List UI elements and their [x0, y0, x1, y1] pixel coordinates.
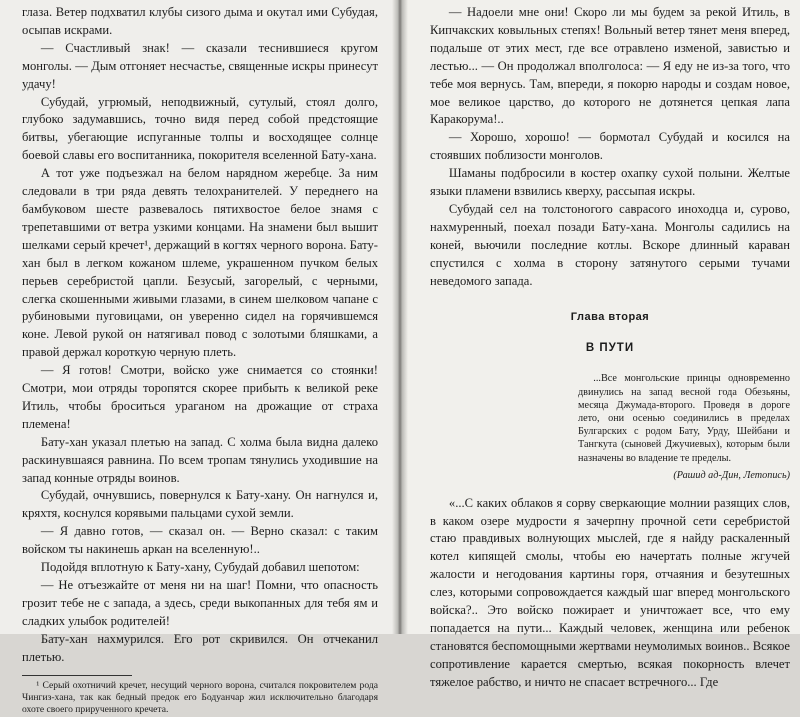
left-paragraph-10: — Не отъезжайте от меня ни на шаг! Помни, что опасность грозит тебе не с запада, а здесь, среди выкопанных для тебя ям и сладких улыбок родителей! [22, 578, 378, 628]
epigraph: ...Все монгольские принцы одновременно двинулись на запад весной года Обезьяны, месяца Джумада-второго. Проведя в дороге лето, они осенью соединились в пределах Булгарских с родом Бату, Урду, Шейбани и Тангкута (сыновей Джучиевых), которым были назначены во владение те пределы. [578, 373, 790, 464]
right-page [408, 0, 800, 689]
footnote: ¹ Серый охотничий кречет, несущий черного ворона, считался покровителем рода Чингиз-хана, так как бедный предок его Бодуанчар жил исключительно благодаря охоте своего прирученного кречета. [22, 679, 378, 716]
chapter-opening-paragraph: «...С каких облаков я сорву сверкающие молнии разящих слов, в каком озере мудрости я зачерпну прочной сети серебристой стаю правдивых волнующих мыслей, где я найду раскаленный котел кипящей смолы, чтобы ею начертать полные жгучей жалости и негодования картины горя, отчаяния и безутешных слез, которыми сопровождается каждый шаг вперед монгольского войска?.. Это войско пожирает и уничтожает все, что ему попадается на пути... Каждый человек, женщина или ребенок становятся беспомощными жертвами неумолимых воинов.. Всякое сопротивление карается смертью, всякая покорность влечет тяжелое рабство, и ничто не спасает встречного... Где [430, 495, 790, 689]
right-paragraph-1: — Надоели мне они! Скоро ли мы будем за рекой Итиль, в Кипчакских ковыльных степях! Вольный ветер тянет меня вперед, подальше от этих мест, где все отравлено изменой, завистью и лестью... — Он продолжал вполголоса: — Я еду не из-за того, что тебе моя вернусь. Там, впереди, я покорю народы и создам новое, мое великое царство, до которого не дотянется цепкая лапа Каракорума!.. [430, 5, 790, 127]
chapter-title: Глава вторая [570, 310, 650, 323]
right-paragraph-3: Шаманы подбросили в костер охапку сухой полыни. Желтые языки пламени взвились кверху, рассыпая искры. [430, 166, 790, 199]
left-paragraph-9: Подойдя вплотную к Бату-хану, Субудай добавил шепотом: [40, 560, 360, 575]
epigraph-source: (Рашид ад-Дин, Летопись) [673, 469, 790, 481]
left-paragraph-4: А тот уже подъезжал на белом нарядном жеребце. За ним следовали в три ряда девять телохранителей. У переднего на бамбуковом шесте развевалось пятихвостое белое знамя с трепетавшими от ветра узкими концами. На знамени был вышит шелками серый кречет¹, держащий в когтях черного ворона. Бату-хан был в легком кожаном шлеме, украшенном пучком белых перьев серебристой цапли. Безусый, загорелый, с черными, слегка скошенными живыми глазами, в синем шелковом чапане с рубиновыми пуговицами, он уверенно сидел на горячившемся коне. Левой рукой он натягивал повод с золотыми бляшками, а правой держал короткую черную плеть. [22, 166, 378, 360]
left-paragraph-1: глаза. Ветер подхватил клубы сизого дыма и окутал ими Субудая, осыпав искрами. [22, 5, 378, 37]
left-paragraph-5: — Я готов! Смотри, войско уже снимается со стоянки! Смотри, мои отряды торопятся скорее прибыть к великой реке Итиль, чтобы броситься ураганом на дрожащие от страха племена! [22, 363, 378, 431]
right-paragraph-2: — Хорошо, хорошо! — бормотал Субудай и косился на стоявших поблизости монголов. [430, 130, 790, 163]
left-page [0, 0, 392, 716]
left-paragraph-11: Бату-хан нахмурился. Его рот скривился. Он отчеканил плетью. [22, 631, 378, 664]
left-paragraph-3: Субудай, угрюмый, неподвижный, сутулый, стоял долго, глубоко задумавшись, точно видя перед собой предстоящие битвы, убегающие испуганные толпы и восходящее солнце боевой славы его воспитанника, покорителя вселенной Бату-хана. [22, 94, 378, 163]
chapter-subtitle: В ПУТИ [585, 342, 635, 355]
left-paragraph-6: Бату-хан указал плетью на запад. С холма была видна далеко раскинувшаяся равнина. По всем тропам тянулись уходившие на запад конные отряды воинов. [22, 434, 378, 485]
book-gutter [392, 0, 408, 634]
left-paragraph-8: — Я давно готов, — сказал он. — Верно сказал: с таким войском ты накинешь аркан на вселенную!.. [22, 524, 378, 557]
right-paragraph-4: Субудай сел на толстоногого саврасого иноходца и, сурово, нахмуренный, поехал позади Бату-хана. Монголы садились на коней, вьючили последние котлы. Вскоре длинный караван спустился с холма в сторону затянутого серыми тучами неведомого запада. [430, 201, 790, 288]
left-paragraph-2: — Счастливый знак! — сказали теснившиеся кругом монголы. — Дым отгоняет несчастье, священные искры принесут удачу! [22, 40, 378, 91]
footnote-divider [22, 675, 132, 676]
left-paragraph-7: Субудай, очнувшись, повернулся к Бату-хану. Он нагнулся и, кряхтя, коснулся корявыми пальцами сухой земли. [22, 488, 378, 521]
